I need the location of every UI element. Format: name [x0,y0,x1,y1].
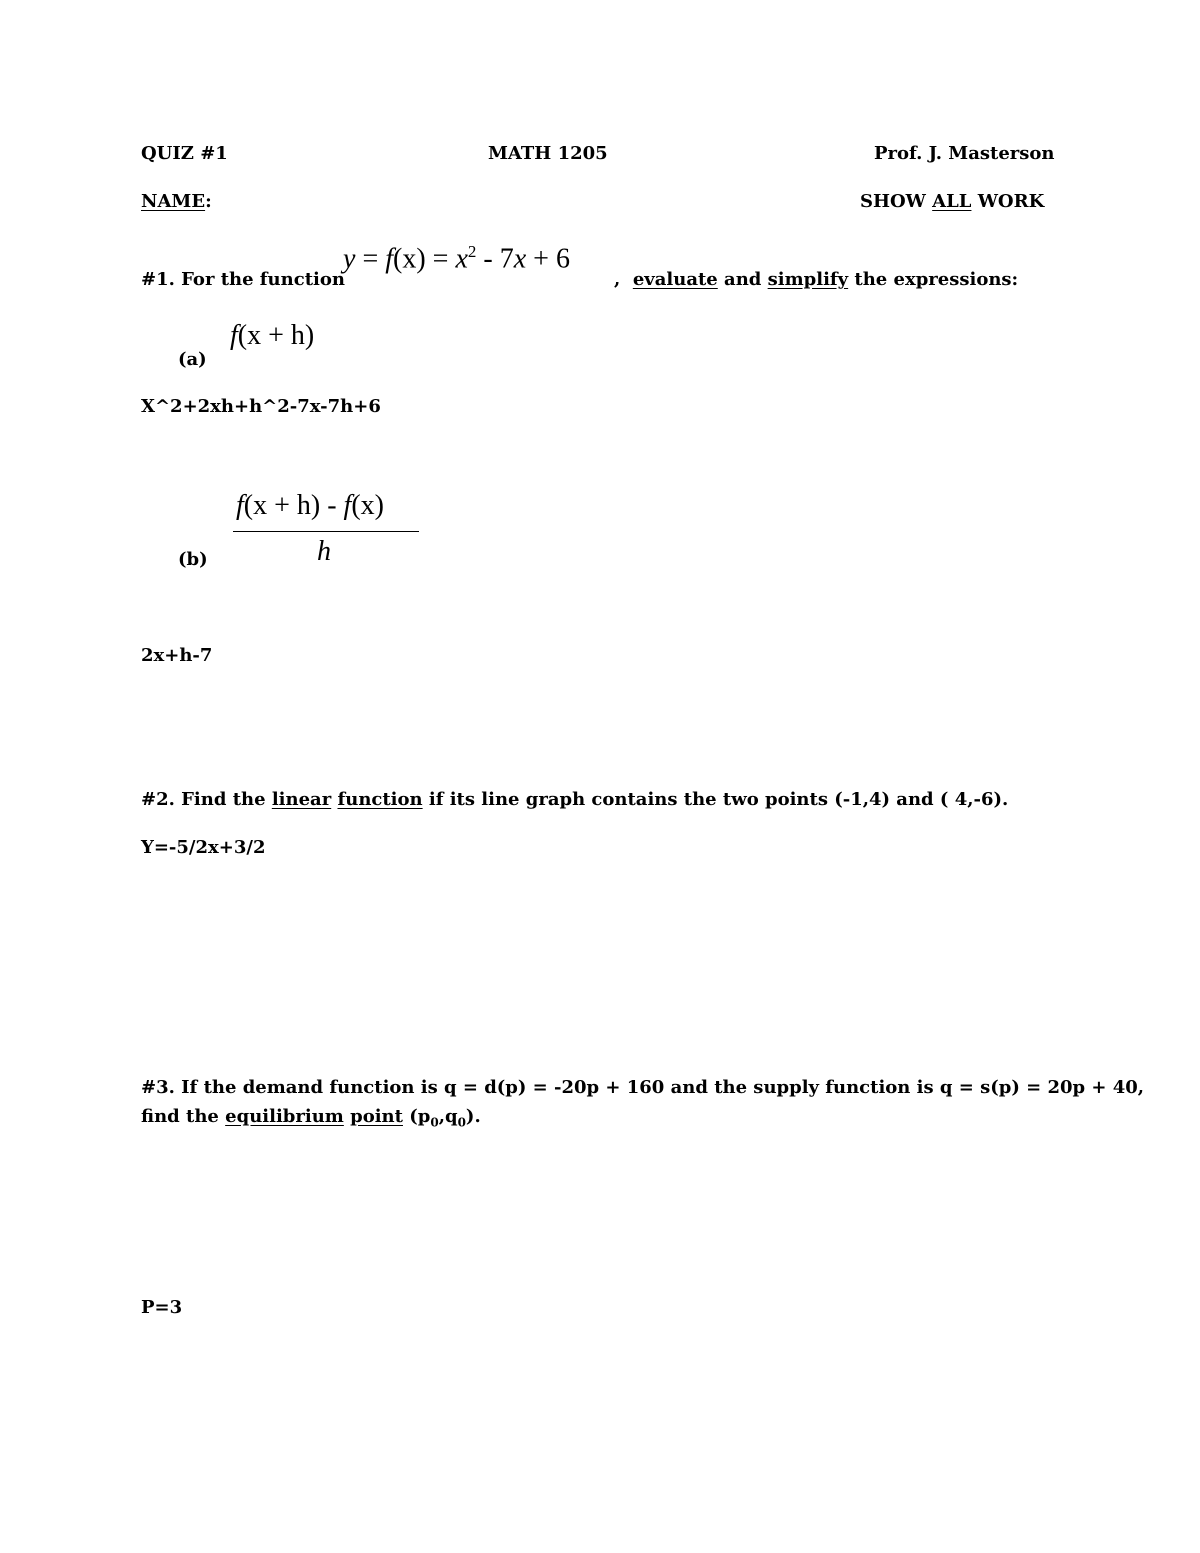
q1a-expression [230,320,314,352]
q1b-f2: f [343,490,352,521]
q3-q: ,q [438,1106,458,1127]
q1b-f1: f [236,490,244,521]
eq-plus-6: + 6 [526,243,570,275]
q1a-label: (a) [178,349,207,370]
name-label: NAME [141,191,206,212]
q3-find-the: find the [141,1106,226,1127]
q3-answer: P=3 [141,1297,183,1318]
and-word: and [717,269,768,290]
q1a-args: (x + h) [237,320,315,351]
q1a-f: f [230,320,238,351]
equilibrium-word: equilibrium [225,1106,344,1127]
eq-x-linear: x [513,243,527,275]
q1b-mid: (x + h) - [243,490,344,521]
q3-p: (p [402,1106,431,1127]
simplify-word: simplify [767,269,849,290]
q2-prompt [141,789,1008,810]
q3-sub-p: 0 [430,1115,439,1130]
function-word: function [337,789,423,810]
q2-pre: #2. Find the [141,789,272,810]
name-field-label [141,191,212,212]
eq-minus-7: - 7 [476,243,514,275]
q1b-denominator: h [317,536,331,567]
q2-post: if its line graph contains the two points (-1,4) and ( 4,-6). [422,789,1009,810]
eq-f: f [385,243,394,275]
q3-prompt-line2 [141,1106,481,1130]
q2-answer: Y=-5/2x+3/2 [141,837,266,858]
eq-paren-x: (x) [393,243,426,275]
q1a-answer: X^2+2xh+h^2-7x-7h+6 [141,396,381,417]
eq-equals-2: = [425,243,456,275]
q3-end: ). [465,1106,481,1127]
eq-equals-1: = [355,243,386,275]
q1b-fraction-bar [233,531,419,532]
q1-comma: , [614,269,621,290]
professor-name: Prof. J. Masterson [874,143,1055,164]
work-text: WORK [971,191,1045,212]
q3-sub-q: 0 [457,1115,466,1130]
q1b-label: (b) [178,549,208,570]
q1-function-equation [343,242,570,275]
linear-word: linear [271,789,332,810]
q1-intro: #1. For the function [141,269,345,290]
name-colon: : [205,191,212,212]
eq-x: x [455,243,468,275]
q1b-answer: 2x+h-7 [141,645,213,666]
q1b-end: (x) [351,490,384,521]
evaluate-word: evaluate [632,269,718,290]
eq-y: y [343,243,356,275]
all-text: ALL [932,191,972,212]
q1-instruction [614,269,1018,290]
point-word: point [350,1106,403,1127]
quiz-title: QUIZ #1 [141,143,228,164]
show-text: SHOW [860,191,933,212]
q1-tail: the expressions: [848,269,1019,290]
course-code: MATH 1205 [488,143,608,164]
eq-exponent: 2 [467,242,477,261]
q3-prompt-line1: #3. If the demand function is q = d(p) = -20p + 160 and the supply function is q = s(p) = 20p + 40, [141,1077,1145,1098]
show-all-work-note [860,191,1044,212]
q1b-numerator [236,490,384,522]
